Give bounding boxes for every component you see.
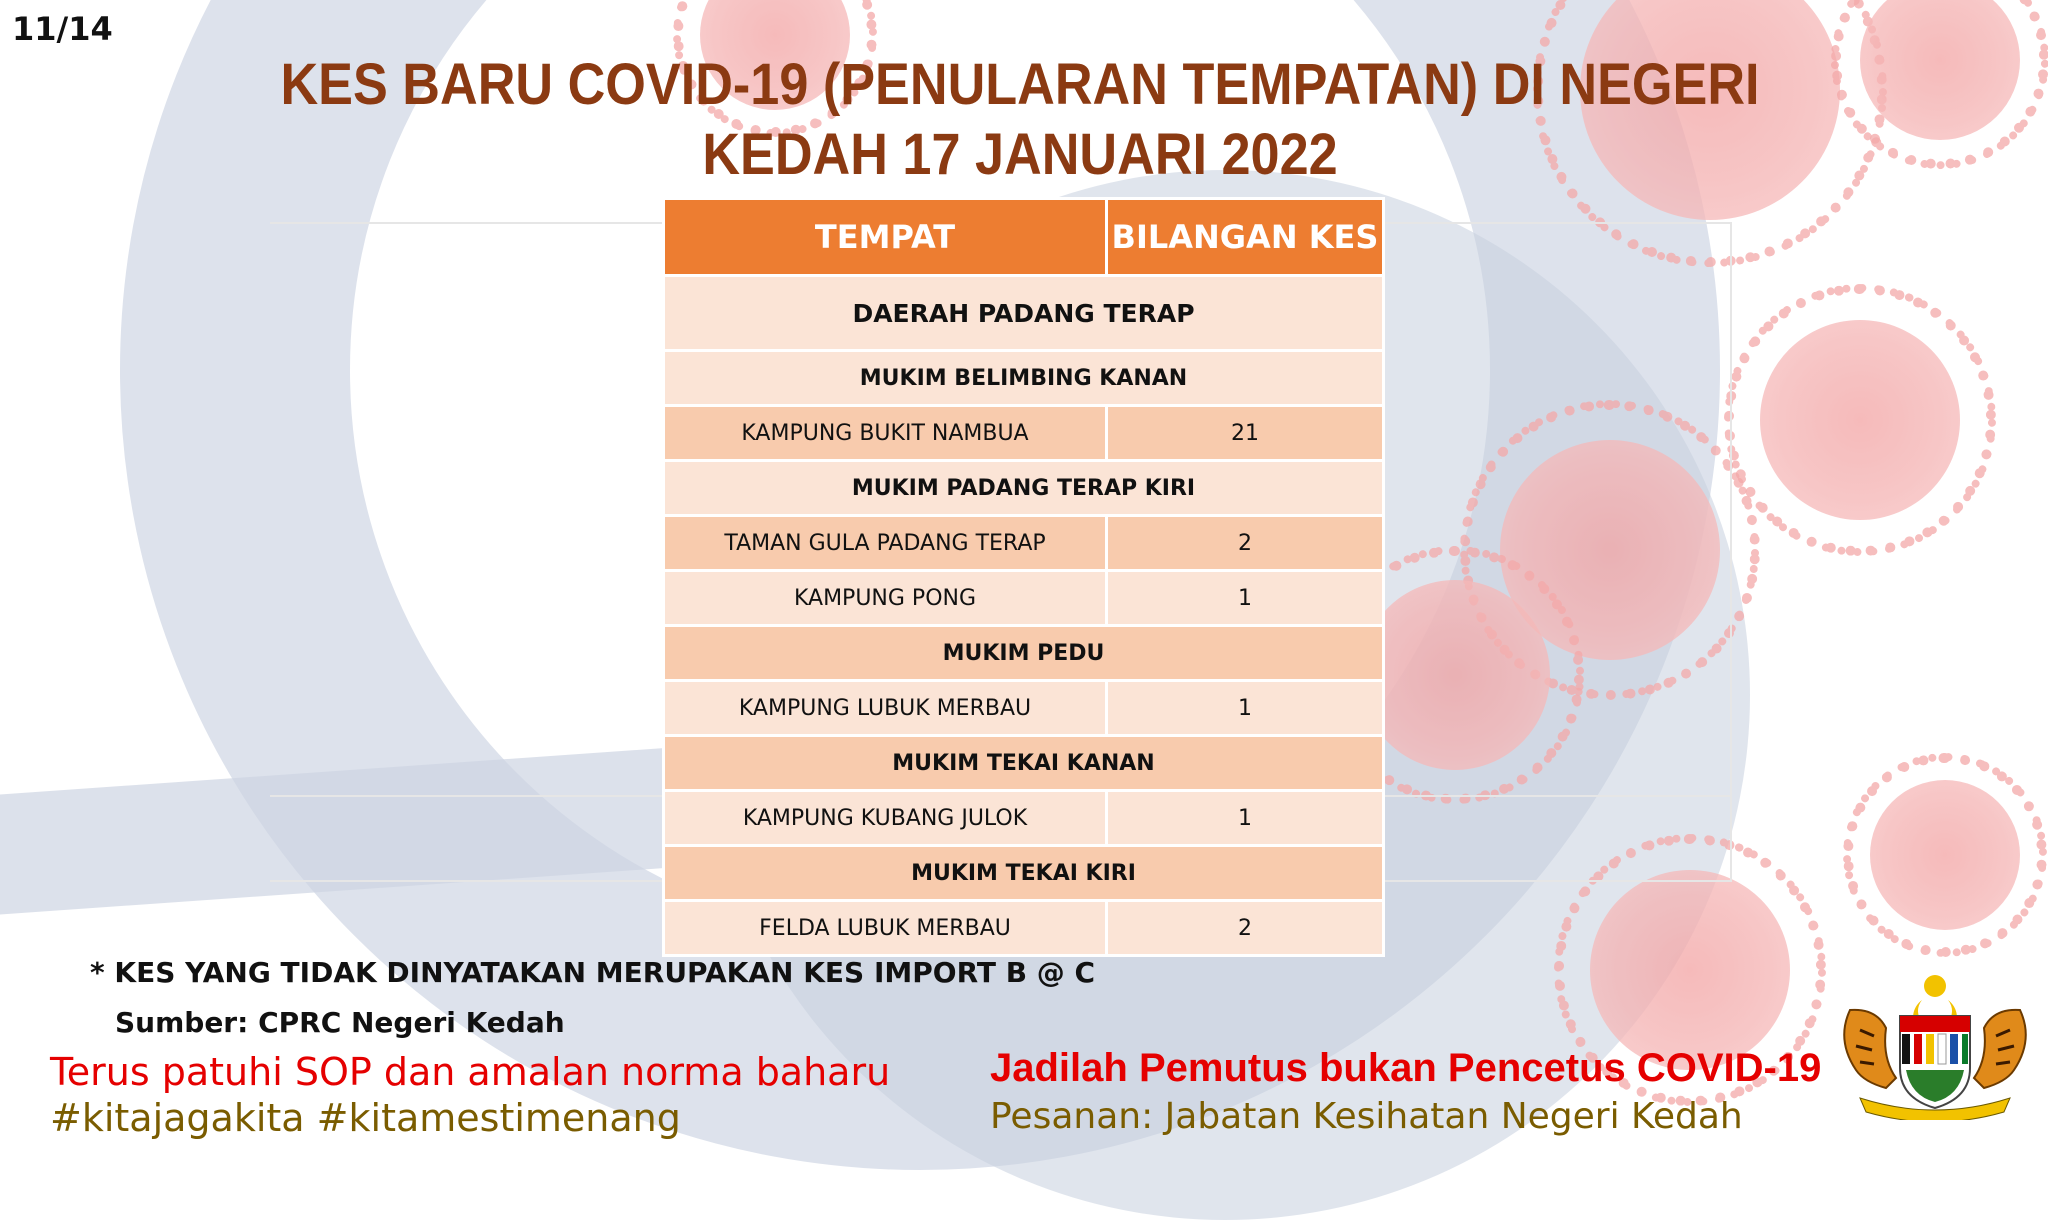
place-name: TAMAN GULA PADANG TERAP [664,516,1107,571]
place-name: KAMPUNG KUBANG JULOK [664,791,1107,846]
mukim-name: MUKIM TEKAI KANAN [664,736,1384,791]
footnote: * KES YANG TIDAK DINYATAKAN MERUPAKAN KES IMPORT B @ C [90,956,1096,989]
covid-virus-icon [1590,870,1790,1070]
page-number: 11/14 [12,10,113,48]
district-row [664,276,1384,351]
case-count: 1 [1107,681,1384,736]
mukim-row [664,736,1384,791]
source-text: Sumber: CPRC Negeri Kedah [115,1006,565,1039]
table-row [664,571,1384,626]
mukim-name: MUKIM BELIMBING KANAN [664,351,1384,406]
mukim-row [664,461,1384,516]
case-count: 1 [1107,571,1384,626]
place-name: KAMPUNG LUBUK MERBAU [664,681,1107,736]
table-row [664,516,1384,571]
hashtags: #kitajagakita #kitamestimenang [50,1096,681,1140]
table-row [664,901,1384,956]
mukim-row [664,351,1384,406]
case-count: 21 [1107,406,1384,461]
mukim-name: MUKIM PADANG TERAP KIRI [664,461,1384,516]
mukim-row [664,626,1384,681]
table-row [664,791,1384,846]
case-count: 1 [1107,791,1384,846]
covid-virus-icon [1870,780,2020,930]
mukim-row [664,846,1384,901]
page-title-line2: KEDAH 17 JANUARI 2022 [702,122,1338,187]
slogan: Jadilah Pemutus bukan Pencetus COVID-19 [990,1046,1822,1090]
mukim-name: MUKIM PEDU [664,626,1384,681]
malaysia-coat-of-arms-icon [1830,970,2040,1120]
page-title-line1: KES BARU COVID-19 (PENULARAN TEMPATAN) DI NEGERI [280,52,1760,117]
covid-virus-icon [1860,0,2020,140]
case-count: 2 [1107,516,1384,571]
covid-virus-icon [1360,580,1550,770]
header-tempat: TEMPAT [664,199,1107,276]
covid-virus-icon [1760,320,1960,520]
place-name: KAMPUNG PONG [664,571,1107,626]
place-name: FELDA LUBUK MERBAU [664,901,1107,956]
case-count: 2 [1107,901,1384,956]
mukim-name: MUKIM TEKAI KIRI [664,846,1384,901]
district-name: DAERAH PADANG TERAP [664,276,1384,351]
sop-message: Terus patuhi SOP dan amalan norma baharu [50,1050,891,1094]
header-bilangan-kes: BILANGAN KES [1107,199,1384,276]
table-row [664,406,1384,461]
cases-table [662,197,1385,957]
grid-vline [1730,222,1732,882]
table-row [664,681,1384,736]
place-name: KAMPUNG BUKIT NAMBUA [664,406,1107,461]
table-header-row [664,199,1384,276]
message-credit: Pesanan: Jabatan Kesihatan Negeri Kedah [990,1096,1743,1137]
